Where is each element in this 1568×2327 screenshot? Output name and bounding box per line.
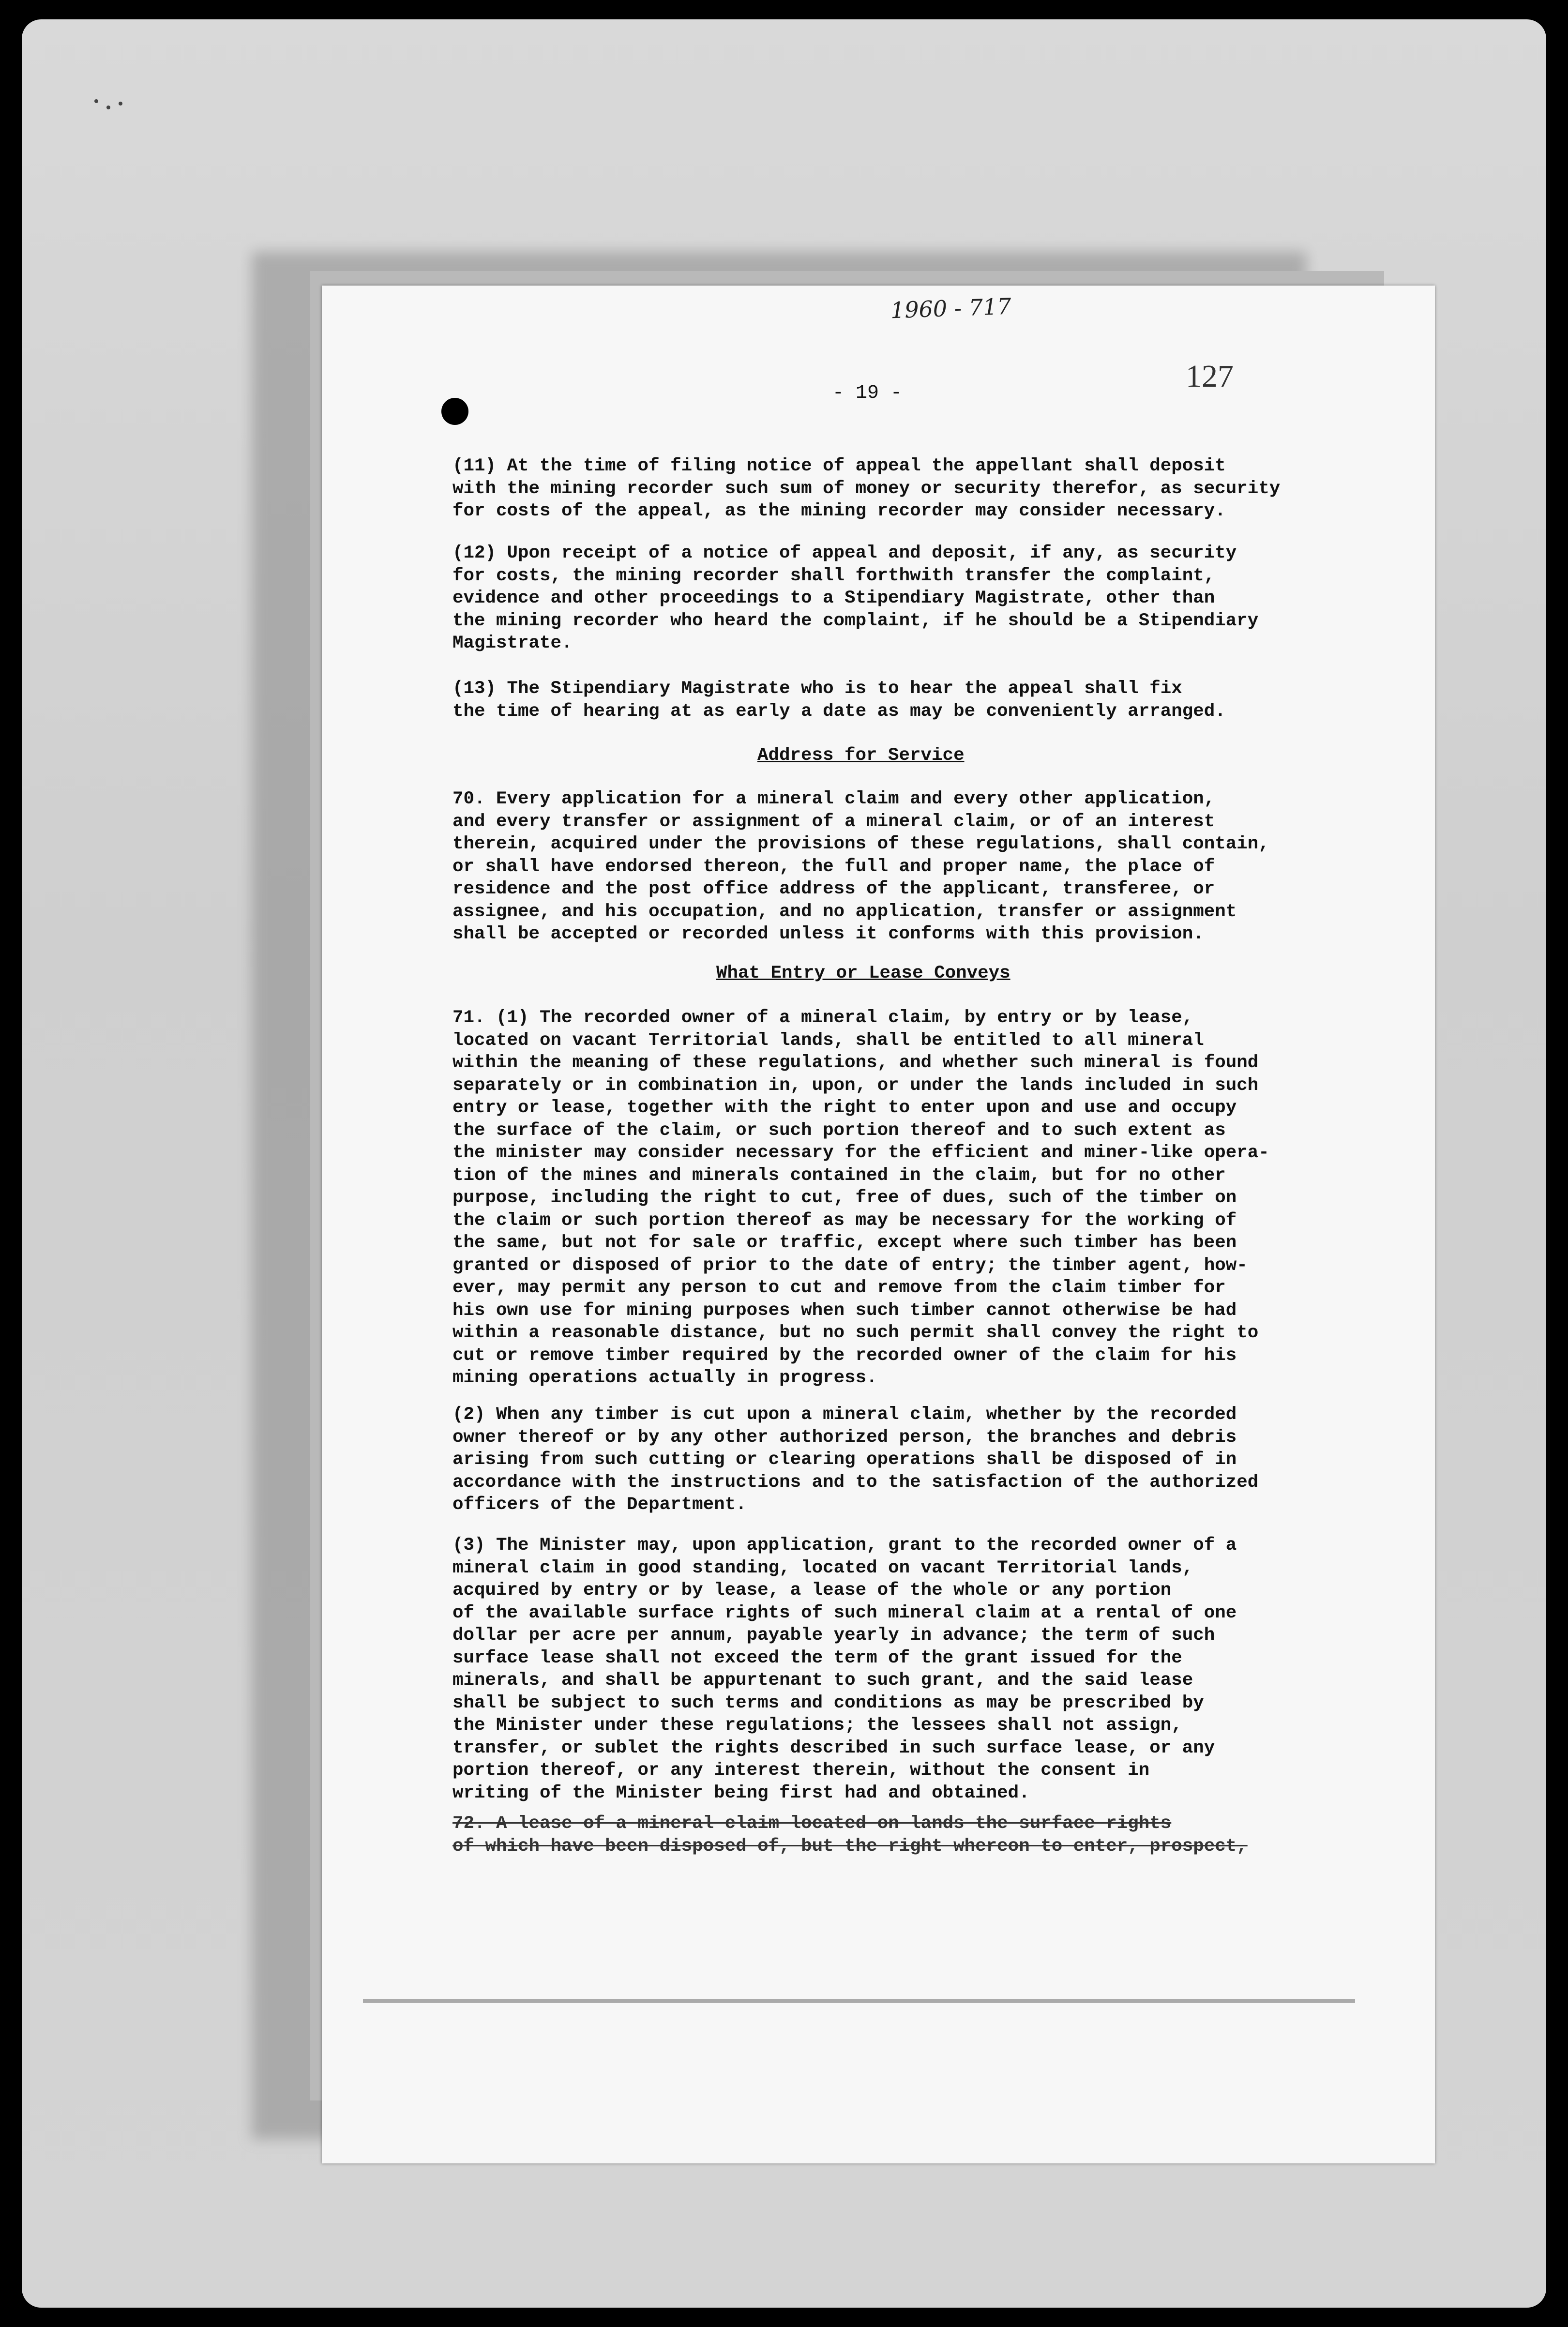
- handwritten-reference: 1960 - 717: [890, 293, 1012, 324]
- paragraph-71-2: (2) When any timber is cut upon a mineral claim, whether by the recorded owner thereof or by any other authorized person, the branches and debris arising from such cutting or clearing operations shall be disposed of in accordance with the instructions and to the satisfaction of the authorized officers of the Department.: [452, 1405, 1259, 1515]
- heading-address-for-service: Address for Service: [757, 745, 965, 766]
- paragraph-72-struck-out: 72. A lease of a mineral claim located on lands the surface rights of which have been disposed of, but the right whereon to enter, prospect,: [452, 1813, 1248, 1857]
- paragraph-69-13: (13) The Stipendiary Magistrate who is to hear the appeal shall fix the time of hearing at as early a date as may be conveniently arranged.: [452, 679, 1226, 722]
- film-speck: [106, 106, 110, 109]
- film-speck: [119, 102, 122, 106]
- page-number: - 19 -: [832, 382, 903, 404]
- page-bottom-edge: [363, 1999, 1355, 2003]
- film-speck: [94, 99, 98, 103]
- stamped-page-number: 127: [1186, 359, 1234, 394]
- hole-punch-mark: [441, 398, 468, 425]
- paragraph-71-1: 71. (1) The recorded owner of a mineral claim, by entry or by lease, located on vacant Territorial lands, shall be entitled to all mineral within the meaning of these regulations, and whether such mineral is found separately or in combination in, upon, or under the lands included in such entry or lease, together with the right to enter upon and use and occupy the surface of the claim, or such portion thereof and to such extent as the minister may consider necessary for the efficient and miner-like opera- tion of the mines and minerals contained in the claim, but for no other purpose, including the right to cut, free of dues, such of the timber on the claim or such portion thereof as may be necessary for the working of the same, but not for sale or traffic, except where such timber has been granted or disposed of prior to the date of entry; the timber agent, how- ever, may permit any person to cut and remove from the claim timber for his own use for mining purposes when such timber cannot otherwise be had within a reasonable distance, but no such permit shall convey the right to cut or remove timber required by the recorded owner of the claim for his mining operations actually in progress.: [452, 1008, 1269, 1388]
- paragraph-70: 70. Every application for a mineral claim and every other application, and every transfer or assignment of a mineral claim, or of an interest therein, acquired under the provisions of these regulations, shall contain, or shall have endorsed thereon, the full and proper name, the place of residence and the post office address of the applicant, transferee, or assignee, and his occupation, and no application, transfer or assignment shall be accepted or recorded unless it conforms with this provision.: [452, 789, 1269, 944]
- heading-what-entry-or-lease-conveys: What Entry or Lease Conveys: [716, 963, 1010, 983]
- paragraph-69-11: (11) At the time of filing notice of appeal the appellant shall deposit with the mining recorder such sum of money or security therefor, as security for costs of the appeal, as the mining recorder may consider necessary.: [452, 456, 1281, 521]
- paragraph-71-3: (3) The Minister may, upon application, grant to the recorded owner of a mineral claim in good standing, located on vacant Territorial lands, acquired by entry or by lease, a lease of the whole or any portion of the available surface rights of such mineral claim at a rental of one dollar per acre per annum, payable yearly in advance; the term of such surface lease shall not exceed the term of the grant issued for the minerals, and shall be appurtenant to such grant, and the said lease shall be subject to such terms and conditions as may be prescribed by the Minister under these regulations; the lessees shall not assign, transfer, or sublet the rights described in such surface lease, or any portion thereof, or any interest therein, without the consent in writing of the Minister being first had and obtained.: [452, 1535, 1237, 1803]
- paragraph-69-12: (12) Upon receipt of a notice of appeal and deposit, if any, as security for costs, the mining recorder shall forthwith transfer the complaint, evidence and other proceedings to a Stipendiary Magistrate, other than the mining recorder who heard the complaint, if he should be a Stipendiary Magistrate.: [452, 543, 1259, 653]
